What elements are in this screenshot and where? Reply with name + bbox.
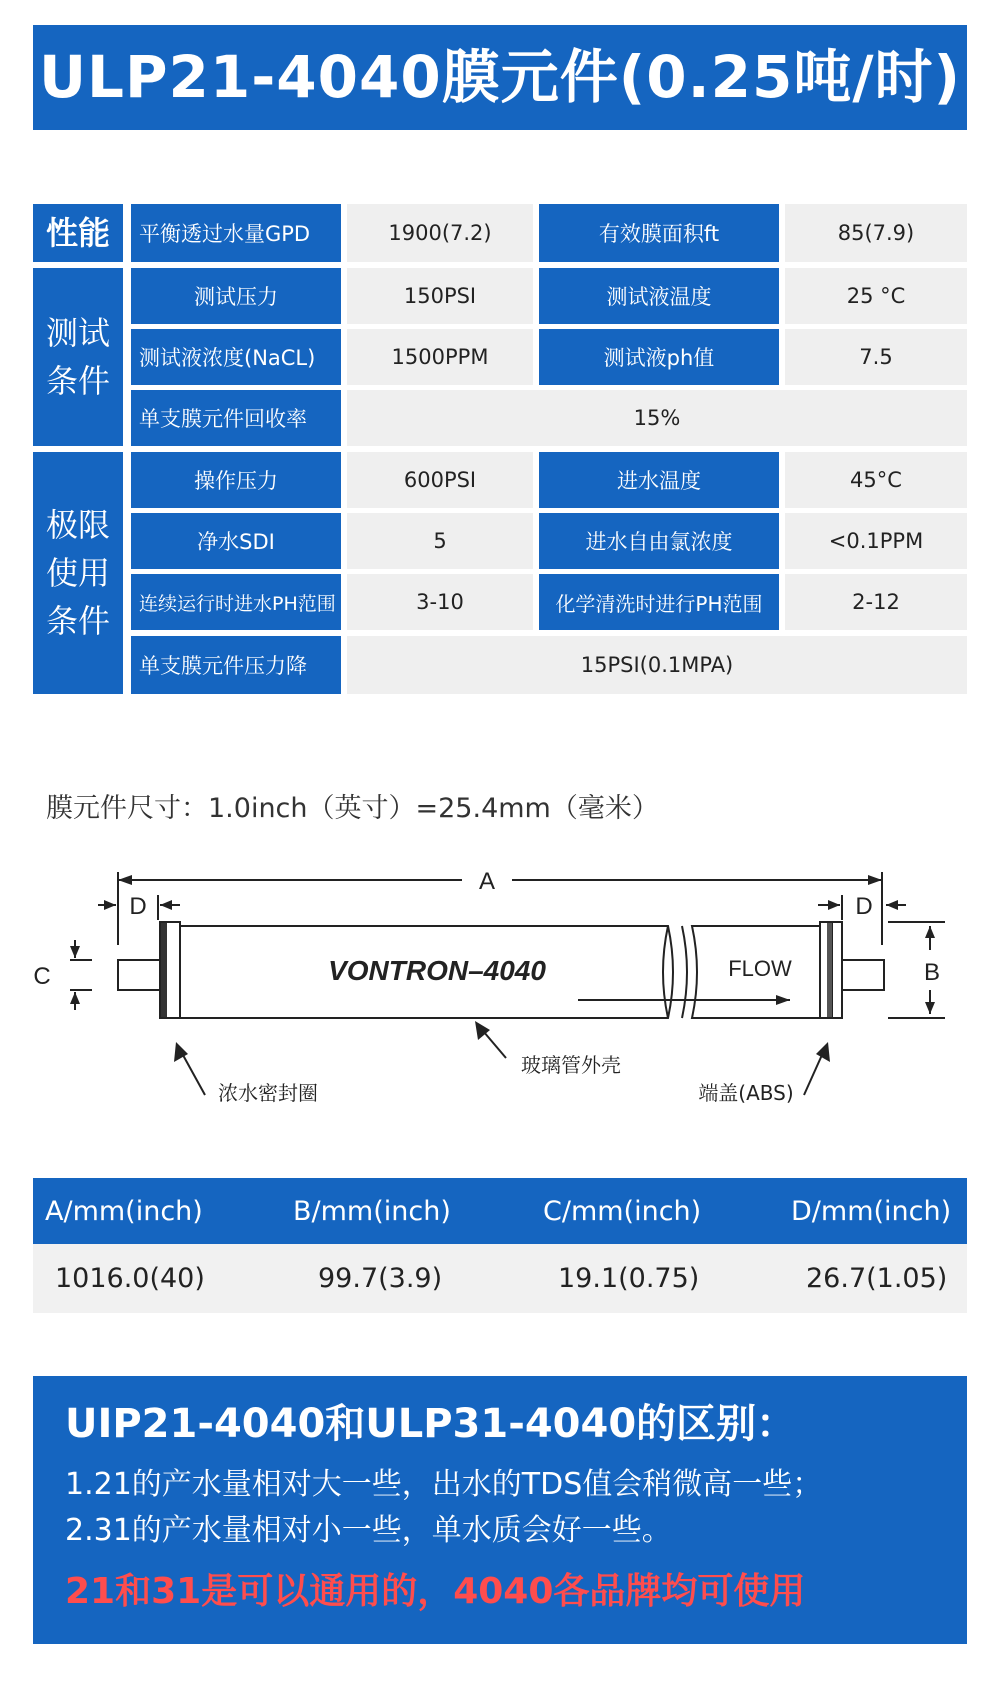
dim-label-c: C xyxy=(33,963,51,990)
spec-label: 测试液浓度(NaCL) xyxy=(131,329,341,385)
seal-ring xyxy=(161,923,167,1017)
seal-ring xyxy=(827,923,832,1017)
seal-label: 浓水密封圈 xyxy=(218,1081,318,1105)
spec-value: 5 xyxy=(347,513,533,569)
spec-label: 有效膜面积ft xyxy=(539,204,779,262)
spec-label: 连续运行时进水PH范围 xyxy=(131,574,341,630)
dim-value-b: 99.7(3.9) xyxy=(318,1263,443,1294)
flow-label: FLOW xyxy=(728,956,792,981)
dim-label-a: A xyxy=(478,868,496,895)
group-test-conditions: 测试 条件 xyxy=(33,268,123,446)
note-line-1: 1.21的产水量相对大一些，出水的TDS值会稍微高一些； xyxy=(65,1467,823,1502)
spec-label: 测试液ph值 xyxy=(539,329,779,385)
spec-value: 25 °C xyxy=(785,268,967,324)
spec-value: 1500PPM xyxy=(347,329,533,385)
spec-label: 操作压力 xyxy=(131,452,341,508)
dim-value-a: 1016.0(40) xyxy=(55,1263,205,1294)
spec-value: 2-12 xyxy=(785,574,967,630)
dim-label-b: B xyxy=(923,959,941,986)
spec-label: 平衡透过水量GPD xyxy=(131,204,341,262)
spec-value: 150PSI xyxy=(347,268,533,324)
membrane-diagram xyxy=(0,850,1000,1110)
dimensions-values xyxy=(33,1244,967,1313)
spec-label: 单支膜元件压力降 xyxy=(131,636,341,694)
shell-label: 玻璃管外壳 xyxy=(521,1053,621,1077)
spec-value: 45°C xyxy=(785,452,967,508)
spec-value: <0.1PPM xyxy=(785,513,967,569)
dim-label-d-left: D xyxy=(129,893,147,920)
spec-value: 1900(7.2) xyxy=(347,204,533,262)
dimensions-header xyxy=(33,1178,967,1244)
cap-label: 端盖(ABS) xyxy=(698,1081,794,1105)
spec-label: 单支膜元件回收率 xyxy=(131,390,341,446)
spec-value: 15% xyxy=(347,390,967,446)
spec-label: 进水温度 xyxy=(539,452,779,508)
spec-label: 测试压力 xyxy=(131,268,341,324)
spec-label: 净水SDI xyxy=(131,513,341,569)
dim-header-a: A/mm(inch) xyxy=(45,1195,203,1227)
brand-label: VONTRON–4040 xyxy=(328,955,546,986)
spec-label: 进水自由氯浓度 xyxy=(539,513,779,569)
dim-value-c: 19.1(0.75) xyxy=(558,1263,700,1294)
spec-value: 15PSI(0.1MPA) xyxy=(347,636,967,694)
dim-header-c: C/mm(inch) xyxy=(543,1195,702,1227)
dim-label-d-right: D xyxy=(855,893,873,920)
spec-label: 测试液温度 xyxy=(539,268,779,324)
spec-value: 600PSI xyxy=(347,452,533,508)
note-highlight: 21和31是可以通用的，4040各品牌均可使用 xyxy=(65,1571,806,1612)
spec-value: 85(7.9) xyxy=(785,204,967,262)
spec-label: 化学清洗时进行PH范围 xyxy=(539,574,779,630)
note-title: UIP21-4040和ULP31-4040的区别： xyxy=(65,1401,797,1447)
spec-value: 3-10 xyxy=(347,574,533,630)
dim-header-d: D/mm(inch) xyxy=(791,1195,952,1227)
group-performance: 性能 xyxy=(33,204,123,262)
spec-value: 7.5 xyxy=(785,329,967,385)
page-title: ULP21-4040膜元件(0.25吨/时) xyxy=(33,25,967,130)
dim-value-d: 26.7(1.05) xyxy=(806,1263,948,1294)
dim-header-b: B/mm(inch) xyxy=(293,1195,451,1227)
group-limit-conditions: 极限 使用 条件 xyxy=(33,452,123,694)
note-line-2: 2.31的产水量相对小一些，单水质会好一些。 xyxy=(65,1513,672,1548)
size-note: 膜元件尺寸：1.0inch（英寸）=25.4mm（毫米） xyxy=(46,793,659,824)
difference-note xyxy=(33,1376,967,1644)
